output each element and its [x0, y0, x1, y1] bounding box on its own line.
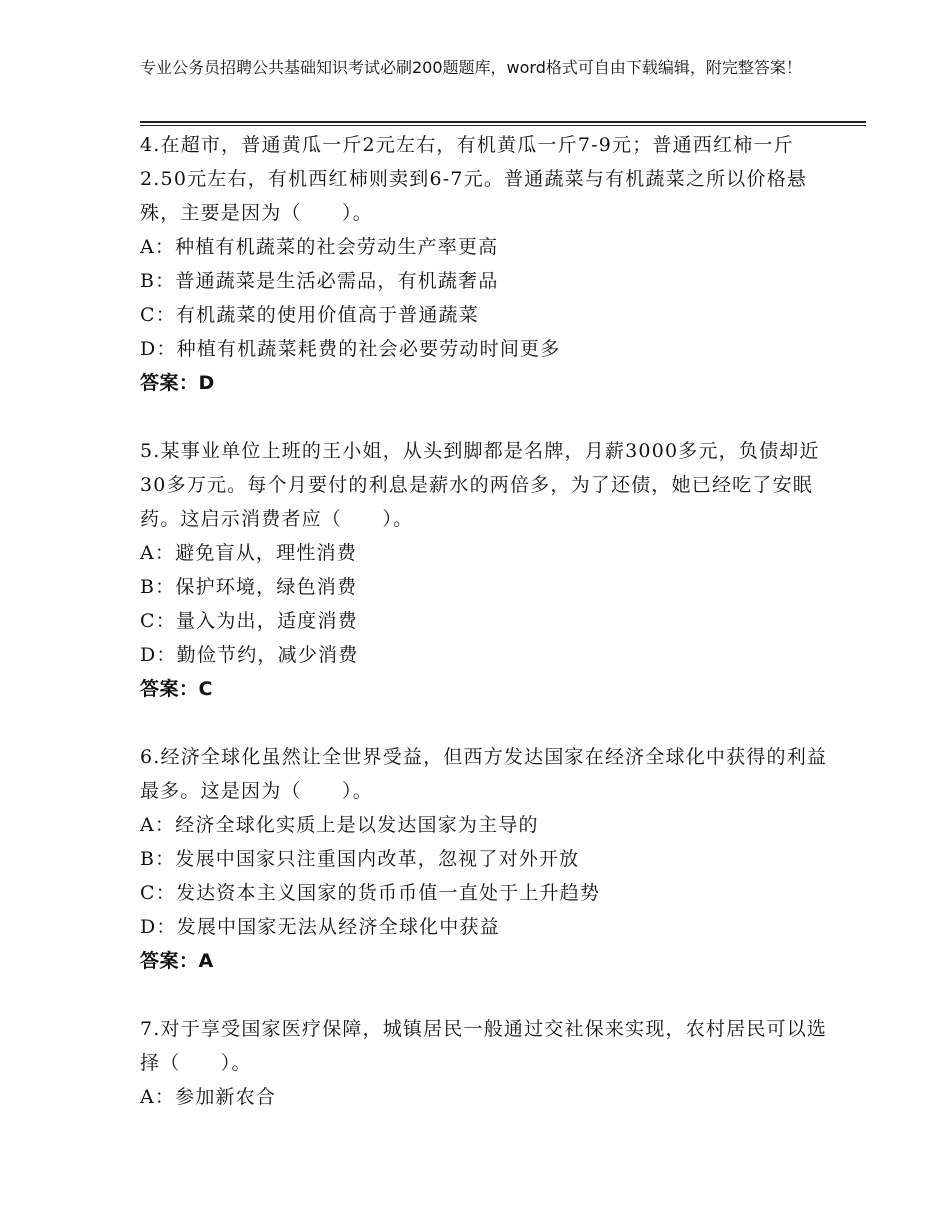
option-a: A：参加新农合 [140, 1086, 277, 1108]
option-d: D：发展中国家无法从经济全球化中获益 [140, 916, 500, 938]
answer: 答案：C [140, 678, 213, 700]
option-a: A：避免盲从，理性消费 [140, 542, 357, 564]
question-list [140, 128, 830, 1148]
question-text: 5.某事业单位上班的王小姐，从头到脚都是名牌，月薪3000多元，负债却近30多万元。每个月要付的利息是薪水的两倍多，为了还债，她已经吃了安眠药。这启示消费者应（ ）。 [140, 440, 820, 530]
question-text: 7.对于享受国家医疗保障，城镇居民一般通过交社保来实现，农村居民可以选择（ ）。 [140, 1018, 828, 1074]
question-text: 4.在超市，普通黄瓜一斤2元左右，有机黄瓜一斤7-9元；普通西红柿一斤2.50元左右，有机西红柿则卖到6-7元。普通蔬菜与有机蔬菜之所以价格悬殊，主要是因为（ ）。 [140, 134, 808, 224]
answer: 答案：D [140, 372, 215, 394]
option-b: B：普通蔬菜是生活必需品，有机蔬奢品 [140, 270, 499, 292]
page-header: 专业公务员招聘公共基础知识考试必刷200题题库，word格式可自由下载编辑，附完整答案！ [140, 58, 802, 77]
question-text: 6.经济全球化虽然让全世界受益，但西方发达国家在经济全球化中获得的利益最多。这是因为（ ）。 [140, 746, 828, 802]
option-d: D：勤俭节约，减少消费 [140, 644, 359, 666]
header-rule-thick [140, 121, 866, 123]
option-c: C：发达资本主义国家的货币币值一直处于上升趋势 [140, 882, 601, 904]
answer: 答案：A [140, 950, 214, 972]
question-5 [140, 434, 830, 706]
option-c: C：量入为出，适度消费 [140, 610, 358, 632]
option-b: B：发展中国家只注重国内改革，忽视了对外开放 [140, 848, 580, 870]
question-6 [140, 740, 830, 978]
option-b: B：保护环境，绿色消费 [140, 576, 358, 598]
question-7 [140, 1012, 830, 1114]
option-a: A：种植有机蔬菜的社会劳动生产率更高 [140, 236, 499, 258]
question-4 [140, 128, 830, 400]
option-a: A：经济全球化实质上是以发达国家为主导的 [140, 814, 539, 836]
header-rule-thin [140, 125, 866, 126]
option-d: D：种植有机蔬菜耗费的社会必要劳动时间更多 [140, 338, 561, 360]
option-c: C：有机蔬菜的使用价值高于普通蔬菜 [140, 304, 479, 326]
